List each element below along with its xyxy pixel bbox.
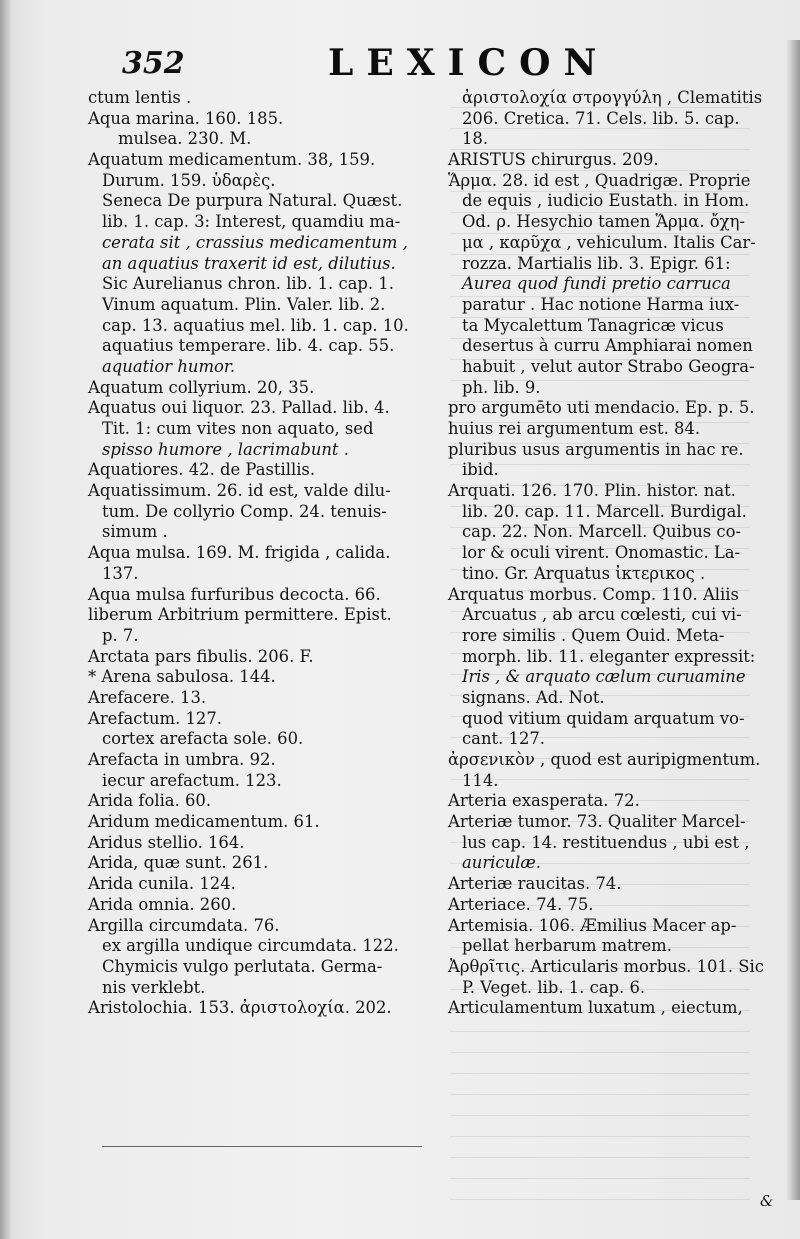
- lexicon-line: desertus à curru Amphiarai nomen: [462, 336, 753, 356]
- lexicon-line: liberum Arbitrium permittere. Epist.: [88, 605, 392, 625]
- lexicon-line: Seneca De purpura Natural. Quæst.: [102, 191, 403, 211]
- lexicon-line: Arquatus morbus. Comp. 110. Aliis: [448, 584, 739, 604]
- lexicon-line: pro argumēto uti mendacio. Ep. p. 5.: [448, 398, 755, 418]
- lexicon-line: Aridum medicamentum. 61.: [88, 812, 320, 832]
- lexicon-line: habuit , velut autor Strabo Geogra-: [462, 356, 755, 376]
- lexicon-line: tino. Gr. Arquatus ἰκτερικος .: [462, 563, 706, 583]
- lexicon-line: nis verklebt.: [102, 977, 206, 997]
- lexicon-line: tum. De collyrio Comp. 24. tenuis-: [102, 501, 387, 521]
- lexicon-line: Aquatiores. 42. de Pastillis.: [88, 460, 316, 480]
- lexicon-line: pluribus usus argumentis in hac re.: [448, 439, 744, 459]
- lexicon-line: Arida omnia. 260.: [88, 894, 237, 914]
- left-column: [88, 88, 444, 1019]
- lexicon-line: aquatius temperare. lib. 4. cap. 55.: [102, 336, 395, 356]
- page-number: 352: [122, 46, 185, 81]
- lexicon-line: Arquati. 126. 170. Plin. histor. nat.: [448, 481, 736, 501]
- lexicon-line: Arcuatus , ab arcu cœlesti, cui vi-: [462, 605, 742, 625]
- lexicon-line: cortex arefacta sole. 60.: [102, 729, 304, 749]
- lexicon-line: 137.: [102, 563, 139, 583]
- lexicon-line: Arteriæ tumor. 73. Qualiter Marcel-: [448, 812, 746, 832]
- lexicon-line: 114.: [462, 770, 499, 790]
- lexicon-line: ἀρσενικὸν , quod est auripigmentum.: [448, 750, 761, 769]
- lexicon-line: auriculæ.: [462, 853, 541, 873]
- lexicon-line: quod vitium quidam arquatum vo-: [462, 708, 745, 728]
- lexicon-line: paratur . Hac notione Harma iux-: [462, 294, 740, 314]
- lexicon-line: ctum lentis .: [88, 88, 192, 107]
- lexicon-line: Vinum aquatum. Plin. Valer. lib. 2.: [102, 294, 386, 314]
- lexicon-line: iecur arefactum. 123.: [102, 770, 282, 790]
- page-edge-shadow: [786, 40, 800, 1200]
- lexicon-line: Aqua mulsa. 169. M. frigida , calida.: [88, 543, 391, 563]
- lexicon-line: * Arena sabulosa. 144.: [88, 667, 276, 687]
- lexicon-line: lib. 20. cap. 11. Marcell. Burdigal.: [462, 501, 747, 521]
- lexicon-line: lor & oculi virent. Onomastic. La-: [462, 543, 741, 563]
- lexicon-line: Arteriace. 74. 75.: [448, 894, 594, 914]
- lexicon-line: signans. Ad. Not.: [462, 687, 605, 707]
- lexicon-line: rore similis . Quem Ouid. Meta-: [462, 625, 725, 645]
- lexicon-line: Arida cunila. 124.: [88, 874, 236, 894]
- right-column: [448, 88, 770, 1019]
- lexicon-line: mulsea. 230. M.: [118, 129, 252, 149]
- lexicon-line: spisso humore , lacrimabunt .: [102, 439, 349, 459]
- lexicon-line: Aqua marina. 160. 185.: [88, 108, 284, 128]
- page-header: [122, 42, 782, 88]
- lexicon-line: Aridus stellio. 164.: [88, 832, 245, 852]
- lexicon-line: Arida, quæ sunt. 261.: [88, 853, 269, 873]
- running-head: LEXICON: [328, 42, 610, 84]
- lexicon-line: Ἀρθρῖτις. Articularis morbus. 101. Sic: [448, 956, 764, 976]
- lexicon-line: Arefacta in umbra. 92.: [88, 750, 276, 769]
- lexicon-line: cap. 13. aquatius mel. lib. 1. cap. 10.: [102, 315, 409, 335]
- lexicon-line: de equis , iudicio Eustath. in Hom.: [462, 191, 750, 211]
- lexicon-line: Sic Aurelianus chron. lib. 1. cap. 1.: [102, 274, 394, 294]
- lexicon-line: Arctata pars fibulis. 206. F.: [88, 646, 314, 666]
- lexicon-line: simum .: [102, 522, 168, 542]
- lexicon-line: p. 7.: [102, 625, 139, 645]
- underline-rule: [102, 1146, 422, 1147]
- lexicon-line: lib. 1. cap. 3: Interest, quamdiu ma-: [102, 212, 401, 232]
- lexicon-line: cant. 127.: [462, 729, 546, 749]
- lexicon-line: Articulamentum luxatum , eiectum,: [448, 998, 743, 1018]
- lexicon-line: Durum. 159. ὑδαρὲς.: [102, 170, 276, 190]
- lexicon-line: μα , καρῦχα , vehiculum. Italis Car-: [462, 232, 756, 252]
- lexicon-line: P. Veget. lib. 1. cap. 6.: [462, 977, 646, 997]
- lexicon-line: rozza. Martialis lib. 3. Epigr. 61:: [462, 253, 731, 273]
- lexicon-line: ARISTUS chirurgus. 209.: [448, 150, 659, 170]
- lexicon-line: Arteria exasperata. 72.: [448, 791, 640, 811]
- lexicon-line: Aquatus oui liquor. 23. Pallad. lib. 4.: [88, 398, 390, 418]
- lexicon-line: Aqua mulsa furfuribus decocta. 66.: [88, 584, 381, 604]
- lexicon-line: cap. 22. Non. Marcell. Quibus co-: [462, 522, 741, 542]
- lexicon-line: huius rei argumentum est. 84.: [448, 419, 701, 438]
- lexicon-line: 18.: [462, 129, 489, 149]
- lexicon-line: lus cap. 14. restituendus , ubi est ,: [462, 832, 750, 852]
- lexicon-line: ἀριστολοχία στρογγύλη , Clematitis: [462, 88, 763, 107]
- lexicon-line: Arefacere. 13.: [88, 687, 207, 707]
- lexicon-line: Aurea quod fundi pretio carruca: [462, 274, 731, 294]
- lexicon-line: Arteriæ raucitas. 74.: [448, 874, 622, 894]
- lexicon-line: Ἅρμα. 28. id est , Quadrigæ. Proprie: [448, 170, 751, 190]
- lexicon-line: Artemisia. 106. Æmilius Macer ap-: [448, 915, 737, 935]
- lexicon-line: Aristolochia. 153. ἀριστολοχία. 202.: [88, 998, 392, 1018]
- lexicon-line: ta Mycalettum Tanagricæ vicus: [462, 315, 724, 335]
- lexicon-line: Aquatum collyrium. 20, 35.: [88, 377, 315, 397]
- page-gutter-shadow: [0, 0, 12, 1239]
- lexicon-line: cerata sit , crassius medicamentum ,: [102, 232, 408, 252]
- lexicon-line: Aquatissimum. 26. id est, valde dilu-: [88, 481, 391, 501]
- lexicon-line: Arefactum. 127.: [88, 708, 222, 728]
- lexicon-line: Iris , & arquato cælum curuamine: [462, 667, 746, 687]
- lexicon-line: morph. lib. 11. eleganter expressit:: [462, 646, 756, 666]
- catchword: &: [760, 1192, 774, 1210]
- lexicon-line: ph. lib. 9.: [462, 377, 541, 397]
- lexicon-line: pellat herbarum matrem.: [462, 936, 672, 956]
- lexicon-line: Tit. 1: cum vites non aquato, sed: [102, 419, 374, 438]
- lexicon-line: Aquatum medicamentum. 38, 159.: [88, 150, 376, 170]
- lexicon-line: ex argilla undique circumdata. 122.: [102, 936, 399, 956]
- lexicon-line: ibid.: [462, 460, 499, 480]
- lexicon-line: Arida folia. 60.: [88, 791, 212, 811]
- lexicon-line: aquatior humor.: [102, 356, 236, 376]
- lexicon-line: Od. ρ. Hesychio tamen Ἅρμα. ὄχη-: [462, 212, 745, 232]
- lexicon-line: 206. Cretica. 71. Cels. lib. 5. cap.: [462, 108, 740, 128]
- lexicon-line: Argilla circumdata. 76.: [88, 915, 280, 935]
- lexicon-line: Chymicis vulgo perlutata. Germa-: [102, 956, 383, 976]
- lexicon-line: an aquatius traxerit id est, dilutius.: [102, 253, 396, 273]
